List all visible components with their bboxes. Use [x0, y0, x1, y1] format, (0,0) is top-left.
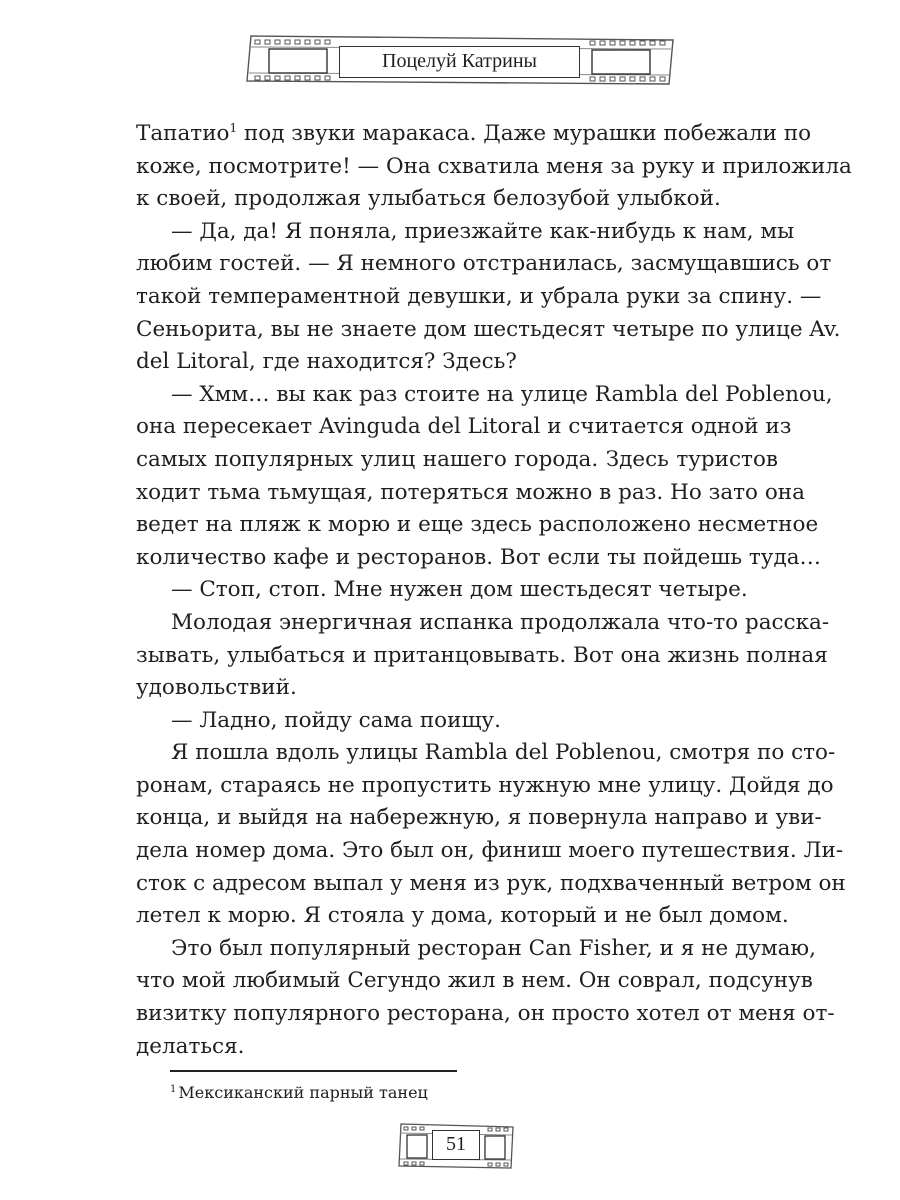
footnote-mark: 1 [170, 1083, 177, 1095]
text-line: что мой любимый Сегундо жил в нем. Он соврал, подсунув [136, 968, 813, 994]
page-number: 51 [432, 1130, 480, 1160]
text-line: любим гостей. — Я немного отстранилась, засмущавшись от [136, 251, 832, 277]
text-line: — Да, да! Я поняла, приезжайте как-нибудь к нам, мы [171, 218, 795, 244]
text-line: — Хмм… вы как раз стоите на улице Rambla del Poblenou, [171, 381, 833, 407]
text-line: сток с адресом выпал у меня из рук, подхваченный ветром он [136, 870, 846, 896]
text-line: визитку популярного ресторана, он просто хотел от меня от- [136, 1001, 835, 1027]
text-line: такой темпераментной девушки, и убрала руки за спину. — [136, 283, 822, 309]
text-line: делаться. [136, 1033, 245, 1059]
text-line: ходит тьма тьмущая, потеряться можно в раз. Но зато она [136, 479, 805, 505]
text-line: зывать, улыбаться и пританцовывать. Вот она жизнь полная [136, 642, 828, 668]
text-line: Молодая энергичная испанка продолжала что-то расска- [171, 609, 830, 635]
text-line: Это был популярный ресторан Can Fisher, и я не думаю, [171, 935, 816, 961]
text-line: ведет на пляж к морю и еще здесь расположено несметное [136, 512, 819, 538]
running-head [245, 34, 675, 88]
text-line: летел к морю. Я стояла у дома, который и не был домом. [136, 903, 789, 929]
text-line: Я пошла вдоль улицы Rambla del Poblenou, смотря по сто- [171, 740, 836, 766]
text-line: удовольствий. [136, 675, 297, 701]
text-line: самых популярных улиц нашего города. Здесь туристов [136, 446, 778, 472]
footnote-divider [170, 1070, 457, 1072]
text-line: дела номер дома. Это был он, финиш моего путешествия. Ли- [136, 838, 844, 864]
footnote [170, 1082, 428, 1104]
text-line: коже, посмотрите! — Она схватила меня за руку и приложила [136, 153, 852, 179]
text-line: количество кафе и ресторанов. Вот если ты пойдешь туда… [136, 544, 822, 570]
text-line: — Ладно, пойду сама поищу. [171, 707, 501, 733]
text-line: — Стоп, стоп. Мне нужен дом шестьдесят четыре. [171, 577, 748, 603]
text-line: del Litoral, где находится? Здесь? [136, 349, 517, 375]
footnote-reference: 1 [229, 120, 238, 135]
book-title: Поцелуй Катрины [339, 46, 580, 78]
body-text [136, 118, 852, 1063]
text-line: Сеньорита, вы не знаете дом шестьдесят четыре по улице Av. [136, 316, 841, 342]
text-line: ронам, стараясь не пропустить нужную мне улицу. Дойдя до [136, 772, 834, 798]
footnote-text: Мексиканский парный танец [178, 1083, 428, 1102]
text-line: она пересекает Avinguda del Litoral и считается одной из [136, 414, 792, 440]
text-line: к своей, продолжая улыбаться белозубой улыбкой. [136, 186, 721, 212]
text-line: Тапатио$^1$ под звуки маракаса. Даже мурашки побежали по [136, 120, 812, 146]
page-number-ornament [397, 1122, 515, 1170]
text-line: конца, и выйдя на набережную, я повернула направо и уви- [136, 805, 822, 831]
